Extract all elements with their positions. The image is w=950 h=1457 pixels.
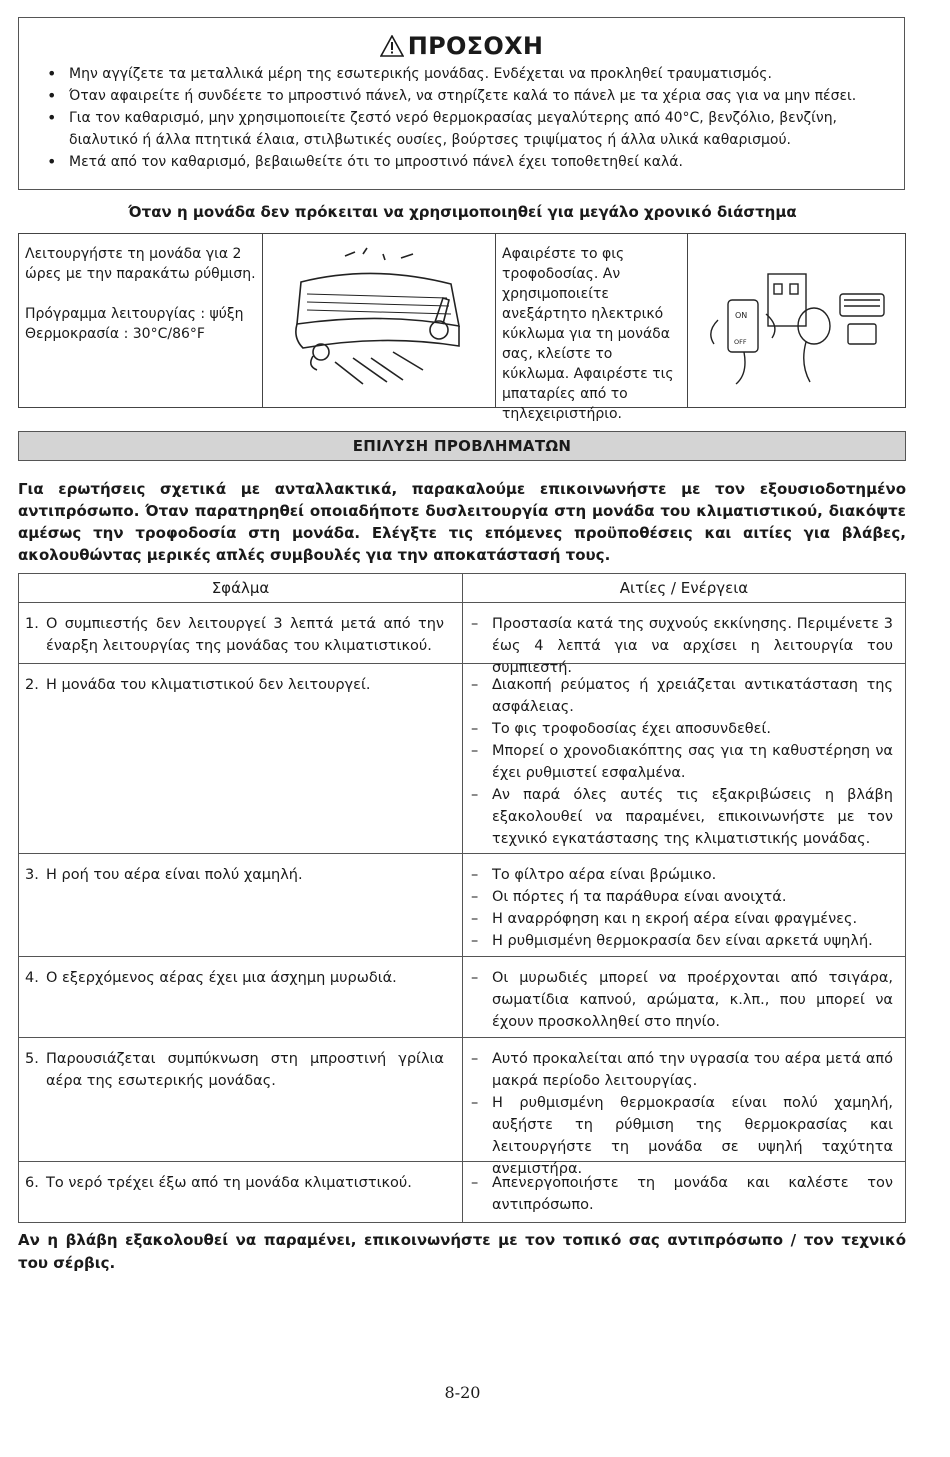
- dash: –: [471, 970, 479, 986]
- table-row: [19, 1038, 905, 1177]
- dash: –: [471, 677, 479, 693]
- cause-item: [471, 886, 893, 908]
- cause-item: [471, 674, 893, 718]
- table-row: [19, 664, 905, 854]
- cause-text: Η αναρρόφηση και η εκροή αέρα είναι φραγμένες.: [492, 911, 858, 927]
- dash: –: [471, 743, 479, 759]
- caution-list: [19, 63, 904, 173]
- cause-item: [471, 864, 893, 886]
- cause-text: Απενεργοποιήστε τη μονάδα και καλέστε τον αντιπρόσωπο.: [492, 1175, 893, 1213]
- causes-cell: [463, 1038, 905, 1177]
- cause-item: [471, 908, 893, 930]
- table-row: [19, 957, 905, 1038]
- warning-triangle-icon: [380, 35, 404, 57]
- caution-item: • Όταν αφαιρείτε ή συνδέετε το μπροστινό πάνελ, να στηρίζετε καλά το πάνελ με τα χέρια σας για να μην πέσει.: [47, 85, 904, 107]
- cause-text: Οι πόρτες ή τα παράθυρα είναι ανοιχτά.: [492, 889, 787, 905]
- troubleshooting-table: [18, 573, 906, 1223]
- cause-text: Αν παρά όλες αυτές τις εξακριβώσεις η βλάβη εξακολουθεί να παραμένει, επικοινωνήστε με τον τεχνικό εγκατάστασης της κλιματιστικής μονάδας.: [492, 787, 893, 847]
- row-number: 3.: [25, 867, 39, 883]
- causes-cell: [463, 603, 905, 676]
- dash: –: [471, 721, 479, 737]
- cause-text: Μπορεί ο χρονοδιακόπτης σας για τη καθυστέρηση να έχει ρυθμιστεί εσφαλμένα.: [492, 743, 893, 781]
- switch-off-label: OFF: [734, 338, 747, 346]
- table-row: [19, 1162, 905, 1222]
- cause-item: [471, 740, 893, 784]
- dash: –: [471, 787, 479, 803]
- fault-text: Η ροή του αέρα είναι πολύ χαμηλή.: [46, 867, 303, 883]
- cause-item: [471, 1172, 893, 1216]
- cause-text: Το φις τροφοδοσίας έχει αποσυνδεθεί.: [492, 721, 772, 737]
- long-period-table: [18, 233, 906, 422]
- dash: –: [471, 616, 479, 632]
- cause-item: [471, 1048, 893, 1092]
- causes-cell: [463, 957, 905, 1037]
- cause-item: [471, 967, 893, 1033]
- temperature-setting: Θερμοκρασία : 30°C/86°F: [25, 326, 205, 342]
- causes-cell: [463, 854, 905, 956]
- caution-item: • Για τον καθαρισμό, μην χρησιμοποιείτε ζεστό νερό θερμοκρασίας μεγαλύτερης από 40°C, βενζόλιο, βενζίνη, διαλυτικό ή άλλα πτητικά έλαια, στιλβωτικές ουσίες, βούρτσες τριψίματος ή άλλα υλικά καθαρισμού.: [47, 107, 904, 151]
- dash: –: [471, 1175, 479, 1191]
- row-number: 6.: [25, 1175, 39, 1191]
- cause-text: Αυτό προκαλείται από την υγρασία του αέρα μετά από μακρά περίοδο λειτουργίας.: [492, 1051, 893, 1089]
- cause-text: Η ρυθμισμένη θερμοκρασία δεν είναι αρκετά υψηλή.: [492, 933, 873, 949]
- row-number: 2.: [25, 677, 39, 693]
- cause-item: [471, 930, 893, 952]
- causes-cell: [463, 1162, 905, 1222]
- caution-title-text: ΠΡΟΣΟΧΗ: [407, 32, 544, 60]
- cause-text: Διακοπή ρεύματος ή χρειάζεται αντικατάσταση της ασφάλειας.: [492, 677, 893, 715]
- power-off-illustration: [688, 234, 905, 407]
- troubleshooting-intro: Για ερωτήσεις σχετικά με ανταλλακτικά, παρακαλούμε επικοινωνήστε με τον εξουσιοδοτημένο αντιπρόσωπο. Όταν παρατηρηθεί οποιαδήποτε δυσλειτουργία στη μονάδα του κλιματιστικού, διακόψτε αμέσως την τροφοδοσία στη μονάδα. Ελέγξτε τις επόμενες προϋποθέσεις και αιτίες για βλάβες, ακολουθώντας μερικές απλές συμβουλές για την αποκατάστασή τους.: [18, 480, 906, 564]
- column-header-fault: Σφάλμα: [19, 574, 463, 602]
- dash: –: [471, 1051, 479, 1067]
- ac-unit-drying-icon: [263, 234, 496, 407]
- fault-cell: [19, 854, 463, 956]
- causes-cell: [463, 664, 905, 853]
- dash: –: [471, 911, 479, 927]
- dash: –: [471, 1095, 479, 1111]
- cause-item: [471, 784, 893, 850]
- cause-text: Οι μυρωδιές μπορεί να προέρχονται από τσιγάρα, σωματίδια καπνού, αρώματα, κ.λπ., που μπορεί να έχουν προσκολληθεί στο πηνίο.: [492, 970, 893, 1030]
- cause-text: Προστασία κατά της συχνούς εκκίνησης. Περιμένετε 3 έως 4 λεπτά για να αρχίσει η λειτουργία του συμπιεστή.: [492, 616, 893, 676]
- long-period-instructions: [19, 234, 263, 407]
- page-number: 8-20: [444, 1383, 481, 1402]
- caution-box: [18, 17, 905, 190]
- mode-setting: Πρόγραμμα λειτουργίας : ψύξη: [25, 306, 244, 322]
- caution-title: [19, 31, 904, 61]
- fault-text: Παρουσιάζεται συμπύκνωση στη μπροστινή γρίλια αέρα της εσωτερικής μονάδας.: [46, 1051, 444, 1089]
- fault-cell: [19, 957, 463, 1037]
- fault-cell: [19, 603, 463, 663]
- cause-text: Η ρυθμισμένη θερμοκρασία είναι πολύ χαμηλή, αυξήστε τη ρύθμιση της θερμοκρασίας και λειτουργήστε τη μονάδα σε υψηλή ταχύτητα ανεμιστήρα.: [492, 1095, 893, 1177]
- fault-cell: [19, 1162, 463, 1222]
- long-period-heading: Όταν η μονάδα δεν πρόκειται να χρησιμοποιηθεί για μεγάλο χρονικό διάστημα: [128, 203, 797, 221]
- footer-note: Αν η βλάβη εξακολουθεί να παραμένει, επικοινωνήστε με τον τοπικό σας αντιπρόσωπο / τον τεχνικό του σέρβις.: [18, 1231, 906, 1272]
- table-row: [19, 603, 905, 676]
- caution-item: • Μετά από τον καθαρισμό, βεβαιωθείτε ότι το μπροστινό πάνελ έχει τοποθετηθεί καλά.: [47, 151, 904, 173]
- troubleshooting-title: ΕΠΙΛΥΣΗ ΠΡΟΒΛΗΜΑΤΩΝ: [18, 431, 906, 461]
- fault-cell: [19, 664, 463, 853]
- fault-text: Το νερό τρέχει έξω από τη μονάδα κλιματιστικού.: [46, 1175, 412, 1191]
- row-number: 5.: [25, 1051, 39, 1067]
- ac-unit-illustration: [263, 234, 496, 407]
- fault-text: Ο συμπιεστής δεν λειτουργεί 3 λεπτά μετά από την έναρξη λειτουργίας της μονάδας του κλιματιστικού.: [46, 616, 444, 654]
- switch-on-label: ON: [735, 311, 748, 320]
- table-row: [19, 854, 905, 957]
- table-header: [19, 574, 905, 603]
- operate-instruction: Λειτουργήστε τη μονάδα για 2 ώρες με την παρακάτω ρύθμιση.: [25, 246, 256, 282]
- column-header-causes: Αιτίες / Ενέργεια: [619, 579, 749, 597]
- caution-item: • Μην αγγίζετε τα μεταλλικά μέρη της εσωτερικής μονάδας. Ενδέχεται να προκληθεί τραυματισμός.: [47, 63, 904, 85]
- row-number: 4.: [25, 970, 39, 986]
- plug-switch-remote-icon: [688, 234, 905, 407]
- dash: –: [471, 889, 479, 905]
- dash: –: [471, 867, 479, 883]
- fault-cell: [19, 1038, 463, 1161]
- cause-item: [471, 718, 893, 740]
- fault-text: Η μονάδα του κλιματιστικού δεν λειτουργεί.: [46, 677, 371, 693]
- power-off-instructions: Αφαιρέστε το φις τροφοδοσίας. Αν χρησιμοποιείτε ανεξάρτητο ηλεκτρικό κύκλωμα για τη μονάδα σας, κλείστε το κύκλωμα. Αφαιρέστε τις μπαταρίες από το τηλεχειριστήριο.: [496, 234, 688, 407]
- dash: –: [471, 933, 479, 949]
- row-number: 1.: [25, 616, 39, 632]
- cause-text: Το φίλτρο αέρα είναι βρώμικο.: [492, 867, 717, 883]
- fault-text: Ο εξερχόμενος αέρας έχει μια άσχημη μυρωδιά.: [46, 970, 397, 986]
